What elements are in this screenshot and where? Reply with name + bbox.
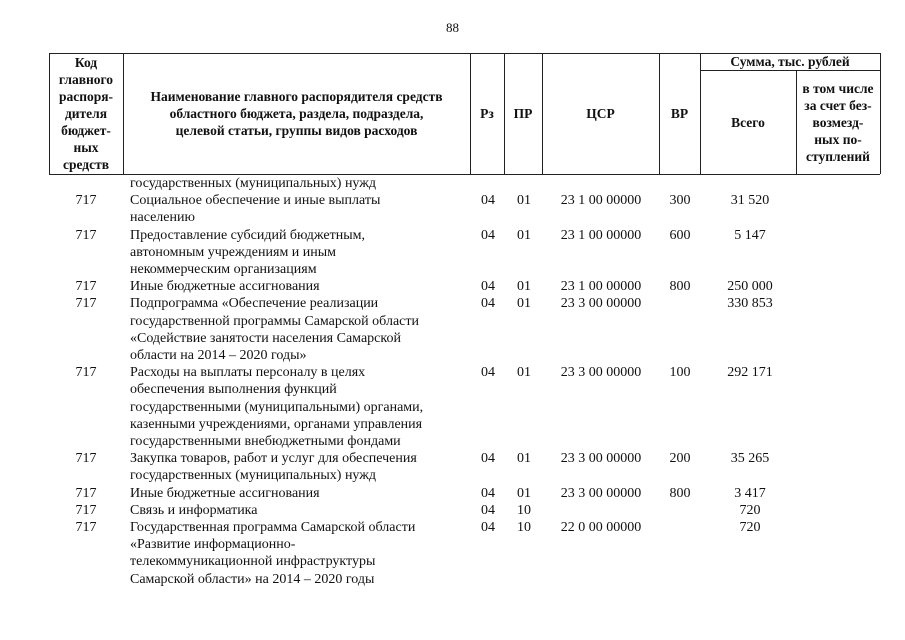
row-name-line: Государственная программа Самарской области [130, 520, 416, 535]
row-csr: 23 1 00 00000 [560, 279, 642, 295]
row-name-line: государственными внебюджетными фондами [130, 434, 401, 449]
row-code: 717 [75, 502, 97, 518]
row-total: 35 265 [730, 451, 770, 467]
page-number: 88 [446, 20, 459, 35]
header-free-line: ных по- [814, 131, 862, 147]
row-pr: 01 [517, 193, 531, 209]
row-rz: 04 [481, 365, 495, 381]
row-vr: 800 [669, 485, 691, 501]
row-pr: 01 [517, 227, 531, 243]
row-name-line: государственных (муниципальных) нужд [130, 468, 377, 484]
row-name-line: телекоммуникационной инфраструктуры [130, 554, 376, 570]
row-csr: 23 3 00 00000 [560, 296, 642, 312]
row-vr: 600 [669, 227, 691, 243]
row-name-line: государственными (муниципальными) органами, [130, 399, 424, 415]
row-code: 717 [75, 485, 97, 501]
row-total: 31 520 [730, 193, 770, 209]
row-csr: 23 1 00 00000 [560, 193, 642, 209]
header-free [796, 70, 880, 174]
header-free-line: за счет без- [804, 97, 872, 113]
row-code: 717 [75, 296, 97, 312]
header-code [49, 53, 123, 174]
row-rz: 04 [481, 279, 495, 295]
row-name-line: государственной программы Самарской области [130, 313, 419, 329]
row-total: 3 417 [734, 485, 766, 501]
row-total: 5 147 [734, 227, 766, 243]
row-rz: 04 [481, 520, 495, 535]
row-name-line: населению [130, 210, 195, 226]
row-pr: 01 [517, 296, 531, 312]
row-vr: 300 [669, 193, 691, 209]
header-free-line: возмезд- [812, 114, 864, 130]
row-pr: 01 [517, 451, 531, 467]
header-rz: Рз [480, 106, 494, 121]
header-total: Всего [731, 114, 765, 130]
row-name-line: Самарской области» на 2014 – 2020 годы [130, 571, 375, 587]
row-name-line: Расходы на выплаты персоналу в целях [130, 365, 366, 381]
row-rz: 04 [481, 485, 495, 501]
header-code-line: дителя [64, 106, 108, 121]
row-csr: 23 3 00 00000 [560, 485, 642, 501]
row-pr: 01 [517, 485, 531, 501]
row-name-line: Иные бюджетные ассигнования [130, 279, 320, 295]
row-name-line: Социальное обеспечение и иные выплаты [130, 193, 381, 209]
row-name-line: государственных (муниципальных) нужд [130, 176, 377, 191]
row-code: 717 [75, 227, 97, 243]
row-pr: 01 [517, 279, 531, 295]
header-free-line: в том числе [802, 80, 874, 96]
row-rz: 04 [481, 296, 495, 312]
row-name-line: автономным учреждениям и иным [130, 244, 337, 260]
row-name-line: Связь и информатика [130, 502, 258, 518]
row-name-line: казенными учреждениями, органами управления [130, 416, 423, 432]
header-code-line: бюджет- [61, 123, 111, 138]
row-pr: 10 [517, 520, 531, 535]
header-code-line: Код [74, 55, 98, 70]
row-pr: 01 [517, 365, 531, 381]
row-csr: 23 3 00 00000 [560, 365, 642, 381]
header-sum-group: Сумма, тыс. рублей [730, 54, 850, 69]
row-pr: 10 [517, 502, 531, 518]
row-code: 717 [75, 451, 97, 467]
header-vr: ВР [670, 106, 689, 121]
header-code-line: средств [62, 157, 110, 172]
row-total: 250 000 [727, 279, 773, 295]
row-vr: 100 [669, 365, 691, 381]
header-name-line: целевой статьи, группы видов расходов [175, 123, 418, 138]
header-pr: ПР [513, 106, 533, 121]
row-name-line: области на 2014 – 2020 годы» [130, 348, 307, 363]
header-name [123, 53, 470, 174]
row-code: 717 [75, 520, 97, 535]
row-rz: 04 [481, 502, 495, 518]
row-csr: 22 0 00 00000 [560, 520, 642, 535]
row-total: 330 853 [727, 296, 773, 312]
row-name-line: некоммерческим организациям [130, 262, 317, 277]
row-name-line: Предоставление субсидий бюджетным, [130, 227, 366, 243]
row-total: 292 171 [727, 365, 773, 381]
row-rz: 04 [481, 193, 495, 209]
header-code-line: ных [73, 140, 99, 155]
header-code-line: главного [58, 72, 114, 87]
row-code: 717 [75, 193, 97, 209]
row-name-line: Закупка товаров, работ и услуг для обеспечения [130, 451, 417, 467]
row-name-line: «Содействие занятости населения Самарской [130, 330, 401, 346]
row-total: 720 [739, 502, 761, 518]
row-total: 720 [739, 520, 761, 535]
row-code: 717 [75, 279, 97, 295]
row-csr: 23 1 00 00000 [560, 227, 642, 243]
row-name-line: «Развитие информационно- [130, 537, 296, 553]
row-code: 717 [75, 365, 97, 381]
row-csr: 23 3 00 00000 [560, 451, 642, 467]
header-free-line: ступлений [806, 148, 870, 164]
row-rz: 04 [481, 227, 495, 243]
row-name-line: Иные бюджетные ассигнования [130, 485, 320, 501]
row-vr: 800 [669, 279, 691, 295]
header-csr: ЦСР [586, 106, 615, 121]
header-code-line: распоря- [58, 89, 114, 104]
row-name-line: обеспечения выполнения функций [130, 382, 337, 398]
row-name-line: Подпрограмма «Обеспечение реализации [130, 296, 379, 312]
header-name-line: Наименование главного распорядителя средств [150, 89, 443, 104]
row-vr: 200 [669, 451, 691, 467]
row-rz: 04 [481, 451, 495, 467]
header-name-line: областного бюджета, раздела, подраздела, [169, 106, 424, 121]
